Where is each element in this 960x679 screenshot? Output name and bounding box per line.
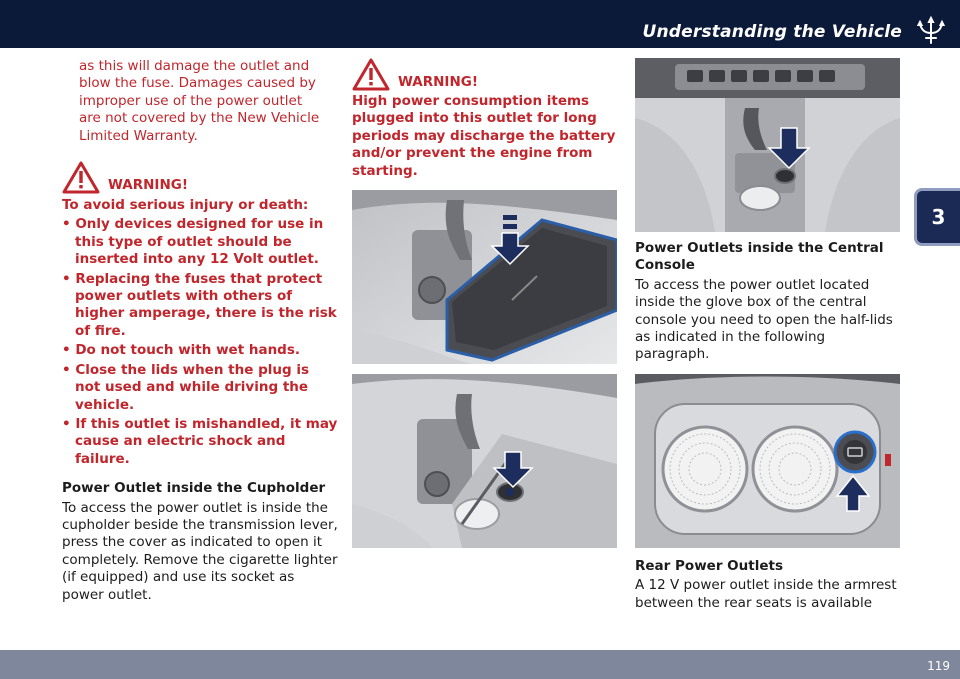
text-line: improper use of the power outlet xyxy=(79,92,303,109)
warning-body: High power consumption items plugged into this outlet for long periods may discharge the battery and/or prevent the engine from starting. xyxy=(352,93,616,179)
section-heading-cupholder: Power Outlet inside the Cupholder xyxy=(62,480,326,497)
text-line: Limited Warranty. xyxy=(79,127,198,144)
warning-triangle-icon xyxy=(62,161,100,194)
chapter-tab[interactable]: 3 xyxy=(914,188,960,246)
page-number: 119 xyxy=(927,659,950,673)
warning-heading xyxy=(352,58,620,91)
warning-bullet: • Close the lids when the plug is not used and while driving the vehicle. xyxy=(62,361,310,413)
warning-intro: To avoid serious injury or death: xyxy=(62,197,309,214)
section-body-central-console: To access the power outlet located inside the glove box of the central console you need to open the half-lids as indicated in the following paragraph. xyxy=(635,276,893,363)
section-heading-rear-outlets: Rear Power Outlets xyxy=(635,557,783,574)
warning-bullet: • Only devices designed for use in this type of outlet should be inserted into any 12 Volt outlet. xyxy=(62,216,324,268)
trident-logo-icon xyxy=(916,14,946,44)
column-left xyxy=(62,58,338,604)
page-header xyxy=(0,0,960,48)
column-right xyxy=(635,58,903,612)
section-body-rear-outlets: A 12 V power outlet inside the armrest between the rear seats is available xyxy=(635,577,897,611)
cupholder-right-icon xyxy=(753,427,837,511)
page-footer xyxy=(0,650,960,679)
chapter-title: Understanding the Vehicle xyxy=(642,22,902,42)
text-line: are not covered by the New Vehicle xyxy=(79,110,320,127)
photo-central-console xyxy=(635,58,900,232)
photo-cupholder-open xyxy=(352,374,617,548)
warning-title: WARNING! xyxy=(108,177,188,194)
warning-list xyxy=(62,216,338,468)
text-line: blow the fuse. Damages caused by xyxy=(79,75,316,92)
section-heading-central-console: Power Outlets inside the Central Console xyxy=(635,240,884,274)
text-line: as this will damage the outlet and xyxy=(79,58,310,74)
photo-cupholder-closed xyxy=(352,190,617,364)
column-middle xyxy=(352,58,620,548)
warning-heading xyxy=(62,161,338,194)
warning-triangle-icon xyxy=(352,58,390,91)
continued-text xyxy=(66,58,338,145)
cupholder-left-icon xyxy=(663,427,747,511)
power-outlet-icon xyxy=(835,432,875,472)
warning-bullet: • Replacing the fuses that protect power outlets with others of higher amperage, there is the risk of fire. xyxy=(62,270,337,339)
warning-bullet: • Do not touch with wet hands. xyxy=(62,342,301,359)
warning-bullet: • If this outlet is mishandled, it may cause an electric shock and failure. xyxy=(62,415,338,467)
warning-title: WARNING! xyxy=(398,74,478,90)
photo-console-outlets xyxy=(635,374,900,548)
section-body-cupholder: To access the power outlet is inside the cupholder beside the transmission lever, press the cover as indicated to open it completely. Remove the cigarette lighter (if equipped) and use its socket as power outlet. xyxy=(62,499,338,603)
